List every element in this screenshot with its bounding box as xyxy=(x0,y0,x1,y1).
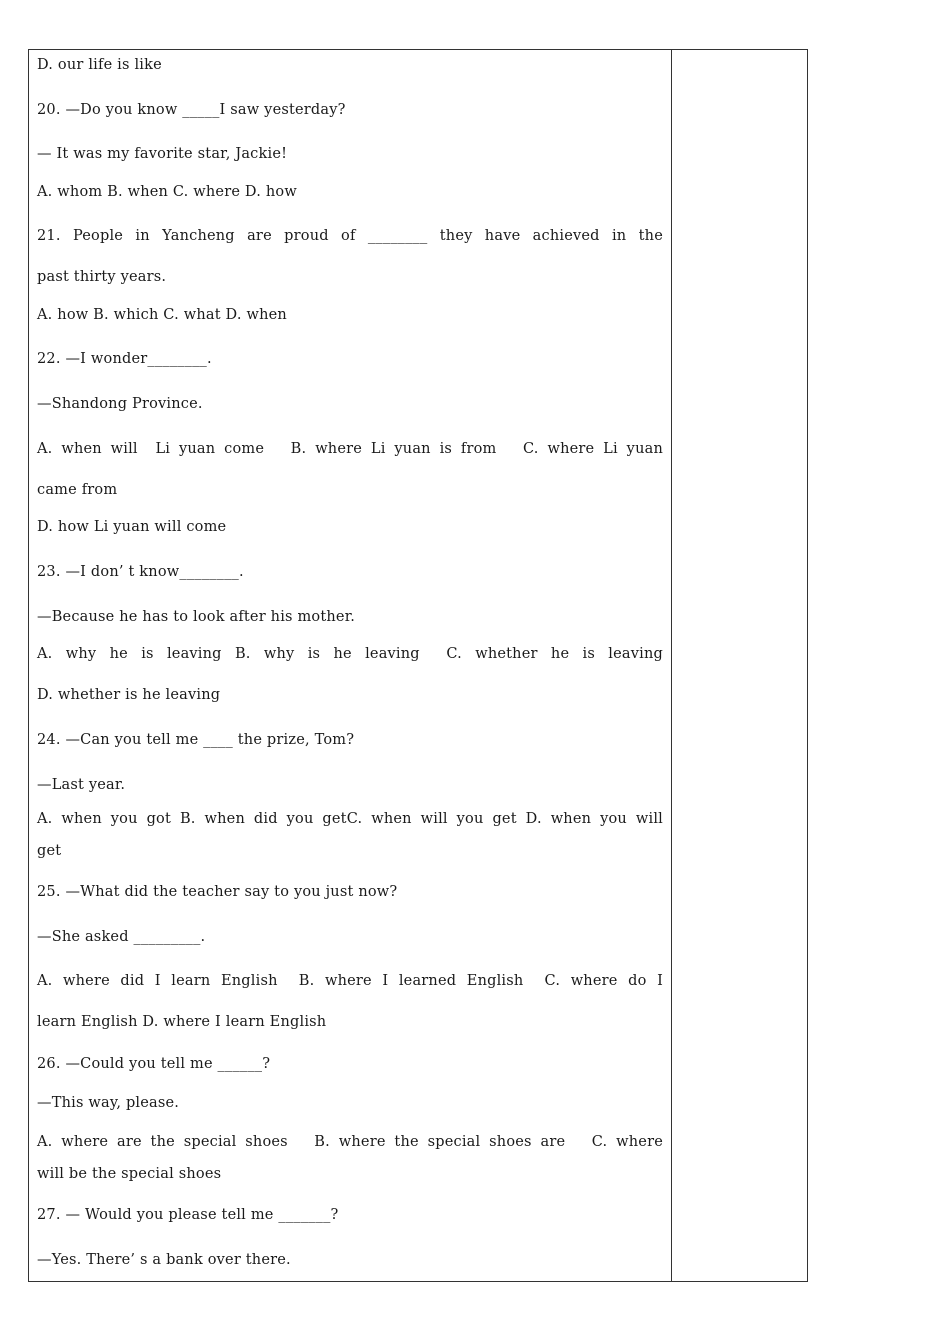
text-line: —Shandong Province. xyxy=(37,396,203,412)
text-line: came from xyxy=(37,482,118,498)
text-line: A. why he is leaving B. why is he leaving C. whether he is leaving xyxy=(37,646,663,662)
text-line: A. whom B. when C. where D. how xyxy=(37,184,297,200)
text-line: D. how Li yuan will come xyxy=(37,519,227,535)
text-line: 25. —What did the teacher say to you just now? xyxy=(37,884,398,900)
text-line: D. whether is he leaving xyxy=(37,687,221,703)
column-divider xyxy=(671,50,672,1281)
text-line: D. our life is like xyxy=(37,57,162,73)
text-line: 26. —Could you tell me ______? xyxy=(37,1056,271,1072)
text-line: —Yes. There’ s a bank over there. xyxy=(37,1252,291,1268)
text-line: — It was my favorite star, Jackie! xyxy=(37,146,288,162)
text-line: 20. —Do you know _____I saw yesterday? xyxy=(37,102,346,118)
worksheet-table xyxy=(28,49,808,1282)
text-line: A. how B. which C. what D. when xyxy=(37,307,287,323)
text-line: 23. —I don’ t know________. xyxy=(37,564,244,580)
text-line: —Because he has to look after his mother. xyxy=(37,609,356,625)
text-line: —This way, please. xyxy=(37,1095,180,1111)
text-line: past thirty years. xyxy=(37,269,167,285)
text-line: 21. People in Yancheng are proud of ________ they have achieved in the xyxy=(37,228,663,244)
text-line: —She asked _________. xyxy=(37,929,206,945)
text-line: A. when you got B. when did you getC. when will you get D. when you will xyxy=(37,811,663,827)
text-line: will be the special shoes xyxy=(37,1166,222,1182)
text-line: 27. — Would you please tell me _______? xyxy=(37,1207,339,1223)
text-line: learn English D. where I learn English xyxy=(37,1014,327,1030)
text-line: —Last year. xyxy=(37,777,126,793)
text-line: A. when will Li yuan come B. where Li yuan is from C. where Li yuan xyxy=(37,441,663,457)
text-line: get xyxy=(37,843,62,859)
text-line: 22. —I wonder________. xyxy=(37,351,212,367)
text-line: A. where are the special shoes B. where the special shoes are C. where xyxy=(37,1134,663,1150)
text-line: 24. —Can you tell me ____ the prize, Tom? xyxy=(37,732,355,748)
text-line: A. where did I learn English B. where I learned English C. where do I xyxy=(37,973,663,989)
